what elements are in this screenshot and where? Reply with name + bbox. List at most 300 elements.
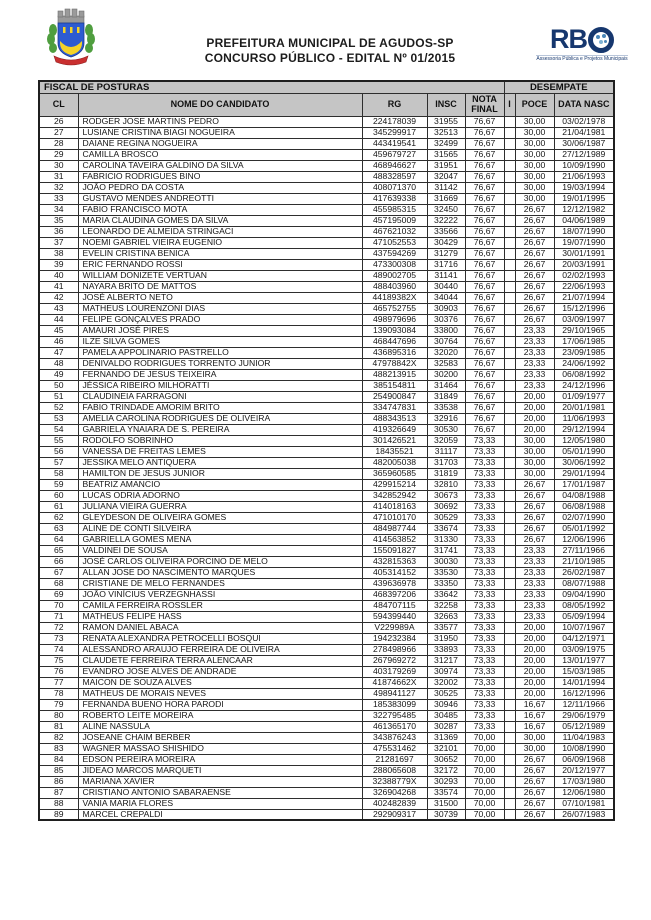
cell-data-nasc: 11/06/1993 — [554, 413, 614, 424]
table-row — [39, 578, 614, 589]
cell-cl: 75 — [39, 655, 78, 666]
cell-i — [504, 798, 515, 809]
cell-nota-final: 73,33 — [465, 523, 504, 534]
cell-cl: 26 — [39, 116, 78, 127]
cell-insc: 32020 — [427, 347, 465, 358]
col-header-rg: RG — [362, 93, 427, 116]
table-row — [39, 336, 614, 347]
cell-cl: 50 — [39, 380, 78, 391]
cell-name: AMELIA CAROLINA RODRIGUES DE OLIVEIRA — [78, 413, 362, 424]
table-row — [39, 270, 614, 281]
cell-rg: 459679727 — [362, 149, 427, 160]
cell-cl: 72 — [39, 622, 78, 633]
table-row — [39, 567, 614, 578]
cell-data-nasc: 10/07/1967 — [554, 622, 614, 633]
cell-nota-final: 76,67 — [465, 138, 504, 149]
cell-insc: 31849 — [427, 391, 465, 402]
cell-insc: 33577 — [427, 622, 465, 633]
cell-nota-final: 73,33 — [465, 688, 504, 699]
cell-data-nasc: 02/07/1990 — [554, 512, 614, 523]
cell-i — [504, 380, 515, 391]
table-row — [39, 765, 614, 776]
table-row — [39, 248, 614, 259]
cell-cl: 70 — [39, 600, 78, 611]
cell-insc: 32583 — [427, 358, 465, 369]
table-row — [39, 479, 614, 490]
col-header-poce: POCE — [515, 93, 554, 116]
cell-cl: 52 — [39, 402, 78, 413]
cell-i — [504, 809, 515, 820]
cell-data-nasc: 26/07/1983 — [554, 809, 614, 820]
cell-insc: 32499 — [427, 138, 465, 149]
cell-nota-final: 73,33 — [465, 479, 504, 490]
cell-name: AMAURI JOSÉ PIRES — [78, 325, 362, 336]
cell-data-nasc: 01/09/1977 — [554, 391, 614, 402]
table-row — [39, 644, 614, 655]
cell-cl: 42 — [39, 292, 78, 303]
cell-data-nasc: 30/01/1991 — [554, 248, 614, 259]
cell-nota-final: 76,67 — [465, 303, 504, 314]
cell-poce: 26,67 — [515, 787, 554, 798]
cell-data-nasc: 30/06/1987 — [554, 138, 614, 149]
cell-cl: 85 — [39, 765, 78, 776]
cell-name: NOEMI GABRIEL VIEIRA EUGENIO — [78, 237, 362, 248]
cell-insc: 31369 — [427, 732, 465, 743]
cell-i — [504, 237, 515, 248]
cell-i — [504, 270, 515, 281]
cell-insc: 32172 — [427, 765, 465, 776]
table-row — [39, 226, 614, 237]
cell-cl: 47 — [39, 347, 78, 358]
cell-insc: 30692 — [427, 501, 465, 512]
cell-rg: 471052553 — [362, 237, 427, 248]
cell-rg: 461365170 — [362, 721, 427, 732]
cell-i — [504, 149, 515, 160]
cell-name: RAMON DANIEL ABACA — [78, 622, 362, 633]
table-row — [39, 787, 614, 798]
rbo-logo — [536, 26, 628, 63]
cell-name: JULIANA VIEIRA GUERRA — [78, 501, 362, 512]
cell-rg: 488328597 — [362, 171, 427, 182]
cell-cl: 83 — [39, 743, 78, 754]
cell-insc: 31669 — [427, 193, 465, 204]
cell-data-nasc: 02/02/1993 — [554, 270, 614, 281]
cell-nota-final: 76,67 — [465, 237, 504, 248]
cell-poce: 23,33 — [515, 325, 554, 336]
cell-nota-final: 76,67 — [465, 369, 504, 380]
cell-insc: 33800 — [427, 325, 465, 336]
cell-nota-final: 76,67 — [465, 336, 504, 347]
cell-nota-final: 76,67 — [465, 292, 504, 303]
cell-cl: 57 — [39, 457, 78, 468]
cell-i — [504, 512, 515, 523]
table-row — [39, 677, 614, 688]
cell-rg: 405314152 — [362, 567, 427, 578]
table-row — [39, 699, 614, 710]
cell-i — [504, 600, 515, 611]
table-row — [39, 600, 614, 611]
cell-nota-final: 70,00 — [465, 765, 504, 776]
cell-i — [504, 699, 515, 710]
cell-insc: 32047 — [427, 171, 465, 182]
cell-data-nasc: 18/07/1990 — [554, 226, 614, 237]
cell-name: RODOLFO SOBRINHO — [78, 435, 362, 446]
cell-name: WILLIAM DONIZETE VERTUAN — [78, 270, 362, 281]
cell-poce: 26,67 — [515, 270, 554, 281]
cell-i — [504, 138, 515, 149]
cell-insc: 33642 — [427, 589, 465, 600]
cell-poce: 16,67 — [515, 699, 554, 710]
cell-insc: 32450 — [427, 204, 465, 215]
col-header-insc: INSC — [427, 93, 465, 116]
cell-data-nasc: 07/10/1981 — [554, 798, 614, 809]
cell-cl: 84 — [39, 754, 78, 765]
cell-data-nasc: 12/05/1980 — [554, 435, 614, 446]
cell-name: BEATRIZ AMANCIO — [78, 479, 362, 490]
cell-insc: 32513 — [427, 127, 465, 138]
cell-cl: 29 — [39, 149, 78, 160]
cell-rg: 278498966 — [362, 644, 427, 655]
cell-i — [504, 358, 515, 369]
cell-name: ROBERTO LEITE MOREIRA — [78, 710, 362, 721]
cell-i — [504, 314, 515, 325]
table-row — [39, 182, 614, 193]
cell-cl: 51 — [39, 391, 78, 402]
cell-data-nasc: 08/05/1992 — [554, 600, 614, 611]
column-header-row — [39, 93, 614, 116]
cell-nota-final: 73,33 — [465, 622, 504, 633]
cell-insc: 31142 — [427, 182, 465, 193]
cell-nota-final: 76,67 — [465, 127, 504, 138]
cell-rg: 488213915 — [362, 369, 427, 380]
cell-i — [504, 611, 515, 622]
cell-data-nasc: 06/09/1968 — [554, 754, 614, 765]
cell-insc: 30429 — [427, 237, 465, 248]
cell-rg: 498941127 — [362, 688, 427, 699]
cell-rg: 403179269 — [362, 666, 427, 677]
cell-i — [504, 204, 515, 215]
cell-rg: 594399440 — [362, 611, 427, 622]
cell-nota-final: 70,00 — [465, 809, 504, 820]
cell-name: JOÃO PEDRO DA COSTA — [78, 182, 362, 193]
cell-cl: 41 — [39, 281, 78, 292]
cell-rg: 342852942 — [362, 490, 427, 501]
cell-insc: 32810 — [427, 479, 465, 490]
cell-name: WAGNER MASSAO SHISHIDO — [78, 743, 362, 754]
cell-poce: 30,00 — [515, 446, 554, 457]
col-header-data-nasc: DATA NASC — [554, 93, 614, 116]
cell-i — [504, 688, 515, 699]
cell-nota-final: 76,67 — [465, 226, 504, 237]
cell-data-nasc: 27/12/1989 — [554, 149, 614, 160]
cell-rg: 414563852 — [362, 534, 427, 545]
cell-data-nasc: 23/09/1985 — [554, 347, 614, 358]
cell-data-nasc: 05/01/1992 — [554, 523, 614, 534]
cell-cl: 59 — [39, 479, 78, 490]
cell-nota-final: 76,67 — [465, 116, 504, 127]
cell-nota-final: 73,33 — [465, 611, 504, 622]
cell-data-nasc: 12/12/1982 — [554, 204, 614, 215]
cell-insc: 33538 — [427, 402, 465, 413]
cell-insc: 32916 — [427, 413, 465, 424]
cell-cl: 82 — [39, 732, 78, 743]
cell-name: RODGER JOSE MARTINS PEDRO — [78, 116, 362, 127]
cell-i — [504, 468, 515, 479]
cell-i — [504, 402, 515, 413]
cell-rg: 436895316 — [362, 347, 427, 358]
cell-cl: 31 — [39, 171, 78, 182]
cell-nota-final: 73,33 — [465, 457, 504, 468]
cell-name: PAMELA APPOLINARIO PASTRELLO — [78, 347, 362, 358]
cell-poce: 20,00 — [515, 424, 554, 435]
cell-data-nasc: 29/01/1994 — [554, 468, 614, 479]
cell-name: JOSEANE CHAIM BERBER — [78, 732, 362, 743]
cell-i — [504, 710, 515, 721]
table-row — [39, 622, 614, 633]
cell-i — [504, 677, 515, 688]
cell-nota-final: 73,33 — [465, 699, 504, 710]
cell-nota-final: 76,67 — [465, 193, 504, 204]
cell-poce: 26,67 — [515, 303, 554, 314]
cell-insc: 31279 — [427, 248, 465, 259]
cell-rg: 139093084 — [362, 325, 427, 336]
cell-cl: 66 — [39, 556, 78, 567]
cell-nota-final: 76,67 — [465, 347, 504, 358]
cell-rg: 419326649 — [362, 424, 427, 435]
cell-name: JOÃO VINÍCIUS VERZEGNHASSI — [78, 589, 362, 600]
cell-nota-final: 73,33 — [465, 446, 504, 457]
title-line-1: PREFEITURA MUNICIPAL DE AGUDOS-SP — [206, 36, 454, 50]
table-row — [39, 127, 614, 138]
cell-data-nasc: 20/12/1977 — [554, 765, 614, 776]
cell-nota-final: 73,33 — [465, 512, 504, 523]
cell-poce: 26,67 — [515, 534, 554, 545]
table-row — [39, 534, 614, 545]
cell-rg: 18435521 — [362, 446, 427, 457]
cell-rg: 385154811 — [362, 380, 427, 391]
cell-data-nasc: 21/06/1993 — [554, 171, 614, 182]
cell-insc: 30530 — [427, 424, 465, 435]
cell-nota-final: 76,67 — [465, 215, 504, 226]
table-row — [39, 215, 614, 226]
agudos-coat-of-arms-icon — [44, 8, 98, 68]
cell-rg: 224178039 — [362, 116, 427, 127]
cell-cl: 60 — [39, 490, 78, 501]
cell-nota-final: 73,33 — [465, 567, 504, 578]
cell-nota-final: 76,67 — [465, 248, 504, 259]
cell-data-nasc: 26/02/1987 — [554, 567, 614, 578]
cell-name: DAIANE REGINA NOGUEIRA — [78, 138, 362, 149]
cell-nota-final: 76,67 — [465, 391, 504, 402]
cell-i — [504, 721, 515, 732]
cell-nota-final: 73,33 — [465, 589, 504, 600]
cell-name: ILZE SILVA GOMES — [78, 336, 362, 347]
cell-name: GLEYDESON DE OLIVEIRA GOMES — [78, 512, 362, 523]
cell-data-nasc: 04/06/1989 — [554, 215, 614, 226]
cell-poce: 26,67 — [515, 776, 554, 787]
cell-rg: 457195009 — [362, 215, 427, 226]
cell-nota-final: 73,33 — [465, 644, 504, 655]
cell-data-nasc: 08/07/1988 — [554, 578, 614, 589]
cell-rg: 326904268 — [362, 787, 427, 798]
cell-name: EVELIN CRISTINA BENICA — [78, 248, 362, 259]
cell-name: MARIA CLAUDINA GOMES DA SILVA — [78, 215, 362, 226]
cell-name: CAROLINA TAVEIRA GALDINO DA SILVA — [78, 160, 362, 171]
table-row — [39, 193, 614, 204]
cell-cl: 58 — [39, 468, 78, 479]
cell-cl: 80 — [39, 710, 78, 721]
cell-rg: 498979696 — [362, 314, 427, 325]
cell-name: FERNANDO DE JESUS TEIXEIRA — [78, 369, 362, 380]
cell-nota-final: 73,33 — [465, 435, 504, 446]
cell-poce: 20,00 — [515, 688, 554, 699]
cell-i — [504, 534, 515, 545]
cell-rg: 288065608 — [362, 765, 427, 776]
cell-poce: 26,67 — [515, 281, 554, 292]
cell-name: EVANDRO JOSE ALVES DE ANDRADE — [78, 666, 362, 677]
rbo-logo-o-icon — [588, 27, 614, 53]
cell-nota-final: 76,67 — [465, 259, 504, 270]
cell-insc: 31955 — [427, 116, 465, 127]
cell-name: ALINE NASSULA — [78, 721, 362, 732]
cell-cl: 62 — [39, 512, 78, 523]
rbo-logo-letters: RB — [550, 24, 587, 54]
cell-poce: 23,33 — [515, 556, 554, 567]
cell-i — [504, 281, 515, 292]
cell-name: JESSIKA MELO ANTIQUERA — [78, 457, 362, 468]
cell-rg: 429915214 — [362, 479, 427, 490]
cell-cl: 45 — [39, 325, 78, 336]
cell-insc: 30287 — [427, 721, 465, 732]
table-row — [39, 457, 614, 468]
cell-name: LEONARDO DE ALMEIDA STRINGACI — [78, 226, 362, 237]
cell-nota-final: 76,67 — [465, 171, 504, 182]
cell-data-nasc: 10/09/1990 — [554, 160, 614, 171]
table-row — [39, 743, 614, 754]
table-row — [39, 490, 614, 501]
title-line-2: CONCURSO PÚBLICO - EDITAL Nº 01/2015 — [204, 51, 456, 65]
cell-rg: 475531462 — [362, 743, 427, 754]
cell-rg: 488403960 — [362, 281, 427, 292]
cell-insc: 30030 — [427, 556, 465, 567]
cell-name: LUCAS ODRIA ADORNO — [78, 490, 362, 501]
cell-poce: 26,67 — [515, 237, 554, 248]
cell-data-nasc: 16/12/1996 — [554, 688, 614, 699]
cell-i — [504, 369, 515, 380]
cell-data-nasc: 19/07/1990 — [554, 237, 614, 248]
cell-poce: 23,33 — [515, 545, 554, 556]
cell-poce: 26,67 — [515, 765, 554, 776]
cell-name: RENATA ALEXANDRA PETROCELLI BOSQUI — [78, 633, 362, 644]
cell-data-nasc: 19/03/1994 — [554, 182, 614, 193]
cell-cl: 76 — [39, 666, 78, 677]
table-row — [39, 754, 614, 765]
cell-i — [504, 457, 515, 468]
cell-insc: 33566 — [427, 226, 465, 237]
cell-rg: 468447696 — [362, 336, 427, 347]
cell-nota-final: 70,00 — [465, 743, 504, 754]
table-row — [39, 237, 614, 248]
cell-data-nasc: 22/06/1993 — [554, 281, 614, 292]
cell-rg: 473300308 — [362, 259, 427, 270]
cell-rg: 194232384 — [362, 633, 427, 644]
cell-poce: 30,00 — [515, 193, 554, 204]
cell-nota-final: 73,33 — [465, 545, 504, 556]
cell-i — [504, 248, 515, 259]
cell-rg: 301426521 — [362, 435, 427, 446]
cell-nota-final: 70,00 — [465, 787, 504, 798]
cell-cl: 68 — [39, 578, 78, 589]
cell-data-nasc: 29/12/1994 — [554, 424, 614, 435]
cell-poce: 30,00 — [515, 435, 554, 446]
table-row — [39, 391, 614, 402]
cell-i — [504, 622, 515, 633]
cell-poce: 30,00 — [515, 127, 554, 138]
cell-data-nasc: 30/06/1992 — [554, 457, 614, 468]
cell-i — [504, 347, 515, 358]
table-row — [39, 589, 614, 600]
cell-name: JIDEAO MARCOS MARQUETI — [78, 765, 362, 776]
cell-poce: 30,00 — [515, 138, 554, 149]
page-title — [140, 36, 520, 66]
cell-insc: 30376 — [427, 314, 465, 325]
cell-i — [504, 435, 515, 446]
cell-nota-final: 76,67 — [465, 424, 504, 435]
cell-poce: 20,00 — [515, 413, 554, 424]
cell-nota-final: 73,33 — [465, 556, 504, 567]
cell-poce: 20,00 — [515, 391, 554, 402]
cell-name: MAICON DE SOUZA ALVES — [78, 677, 362, 688]
cell-data-nasc: 12/06/1996 — [554, 534, 614, 545]
cell-name: CAMILLA BROSCO — [78, 149, 362, 160]
cell-insc: 30903 — [427, 303, 465, 314]
cell-poce: 26,67 — [515, 512, 554, 523]
rbo-logo-subtext: Assessoria Pública e Projetos Municipais — [536, 56, 628, 62]
cell-insc: 30673 — [427, 490, 465, 501]
cell-insc: 30200 — [427, 369, 465, 380]
cell-i — [504, 754, 515, 765]
cell-i — [504, 633, 515, 644]
table-row — [39, 171, 614, 182]
cell-insc: 30764 — [427, 336, 465, 347]
cell-data-nasc: 05/09/1994 — [554, 611, 614, 622]
cell-insc: 32002 — [427, 677, 465, 688]
cell-cl: 63 — [39, 523, 78, 534]
cell-name: FABIO TRINDADE AMORIM BRITO — [78, 402, 362, 413]
cell-insc: 33574 — [427, 787, 465, 798]
cell-data-nasc: 09/04/1990 — [554, 589, 614, 600]
cell-cl: 54 — [39, 424, 78, 435]
cell-name: GABRIELLA GOMES MENA — [78, 534, 362, 545]
table-row — [39, 369, 614, 380]
cell-cl: 65 — [39, 545, 78, 556]
cell-name: FABIO FRANCISCO MOTA — [78, 204, 362, 215]
cell-insc: 31117 — [427, 446, 465, 457]
cell-i — [504, 743, 515, 754]
cell-data-nasc: 03/02/1978 — [554, 116, 614, 127]
cell-poce: 30,00 — [515, 160, 554, 171]
cell-nota-final: 76,67 — [465, 160, 504, 171]
cell-poce: 26,67 — [515, 479, 554, 490]
cell-rg: 482005038 — [362, 457, 427, 468]
table-row — [39, 138, 614, 149]
cell-name: JOSÉ CARLOS OLIVEIRA PORCINO DE MELO — [78, 556, 362, 567]
cell-nota-final: 70,00 — [465, 754, 504, 765]
cell-cl: 27 — [39, 127, 78, 138]
cell-rg: 465752755 — [362, 303, 427, 314]
cell-insc: 31951 — [427, 160, 465, 171]
cell-i — [504, 732, 515, 743]
